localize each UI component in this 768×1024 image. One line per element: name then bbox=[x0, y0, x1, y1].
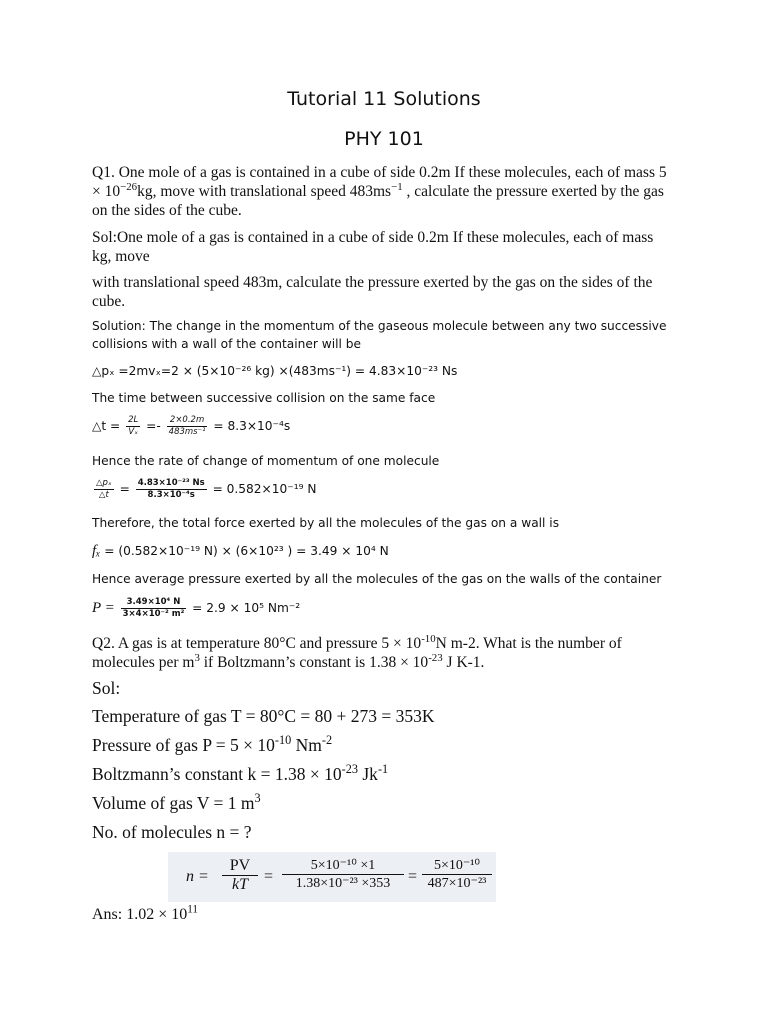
q1-question-line2: × $10^{-26}kg$, move with translational speed $483ms^{-1}$ , calculate the pressure exerted by the gas bbox=[92, 180, 664, 200]
solution-line1: Solution: The change in the momentum of the gaseous molecule between any two successive bbox=[92, 319, 667, 333]
q1-sol-line4: cube. bbox=[92, 293, 126, 310]
q1-sol-line2: kg, move bbox=[92, 248, 150, 265]
q2-molecule-count: No. of molecules n = ? bbox=[92, 822, 252, 842]
q1-sol-line1: Sol:One mole of a gas is contained in a cube of side 0.2m If these molecules, each of mass bbox=[92, 229, 654, 246]
rate-of-change-text: Hence the rate of change of momentum of one molecule bbox=[92, 454, 440, 468]
equation-momentum-change: △pₓ =2mvₓ=2 × (5×10⁻²⁶ kg) ×(483ms⁻¹) = 4.83×10⁻²³ Ns bbox=[92, 364, 458, 378]
equation-force: fₓ = (0.582×10⁻¹⁹ N) × (6×10²³ ) = 3.49 × 10⁴ N bbox=[92, 543, 389, 559]
fraction-2L-over-vx: $\frac{2L}{\text{Vₓ}}$ bbox=[128, 415, 139, 437]
q1-question bbox=[92, 163, 672, 220]
time-between-collisions-text: The time between successive collision on the same face bbox=[92, 391, 436, 405]
q1-sol-intro bbox=[92, 228, 672, 266]
q1-question-line1: Q1. One mole of a gas is contained in a cube of side 0.2m If these molecules, each of mass 5 bbox=[92, 164, 667, 181]
course-code: PHY 101 bbox=[344, 128, 424, 150]
q1-question-line3: on the sides of the cube. bbox=[92, 202, 242, 219]
q1-sol-line3: with translational speed 483m, calculate the pressure exerted by the gas on the sides of the bbox=[92, 274, 653, 291]
page-title: Tutorial 11 Solutions bbox=[287, 88, 481, 110]
fraction-distance-over-speed: $\frac{2\times 0.2m}{\text{483ms⁻¹}}$ bbox=[168, 415, 206, 437]
q2-question bbox=[92, 634, 672, 672]
equation-pressure: P = $\frac{\text{3.49×10⁴ N}}{\text{3×4×10⁻² m²}}$ = 2.9 × 10⁵ Nm⁻² bbox=[92, 597, 301, 619]
q2-question-line1: Q2. A gas is at temperature 80°C and pressure $5 \times 10^{-10}N$ m-2. What is the number of bbox=[92, 632, 622, 652]
q2-answer: Ans: $1.02 \times 10^{11}$ bbox=[92, 903, 199, 923]
q2-question-line2: molecules per $m^3$ if Boltzmann’s constant is $1.38 \times 10^{-23}$ J K-1. bbox=[92, 651, 485, 671]
q1-sol-cont bbox=[92, 273, 672, 311]
q2-sol-label: Sol: bbox=[92, 678, 121, 698]
fraction-force-over-area: $\frac{\text{3.49×10⁴ N}}{\text{3×4×10⁻² m²}}$ bbox=[122, 597, 185, 619]
fraction-pv-over-kt: PV kT bbox=[222, 857, 258, 894]
equation-time: △t = $\frac{2L}{\text{Vₓ}}$ =- $\frac{2\times 0.2m}{\text{483ms⁻¹}}$ = 8.3×10⁻⁴s bbox=[92, 415, 291, 437]
fraction-values: 5×10⁻¹⁰ ×1 1.38×10⁻²³ ×353 bbox=[282, 857, 404, 892]
equation-rate: $\frac{\text{△pₓ}}{\triangle t}$ = $\frac{\text{4.83×10⁻²³ Ns}}{\text{8.3×10⁻⁴s}}$ = 0.582×10⁻¹⁹ N bbox=[96, 478, 317, 500]
q2-temperature: Temperature of gas T = 80°C = 80 + 273 = 353K bbox=[92, 706, 435, 726]
q2-boltzmann: Boltzmann’s constant $k = 1.38 \times 10^{-23}$ $Jk^{-1}$ bbox=[92, 762, 389, 784]
total-force-text: Therefore, the total force exerted by all the molecules of the gas on a wall is bbox=[92, 516, 560, 530]
fraction-dp-over-dt: $\frac{\text{△pₓ}}{\triangle t}$ bbox=[96, 478, 112, 500]
fraction-momentum-over-time: $\frac{\text{4.83×10⁻²³ Ns}}{\text{8.3×10⁻⁴s}}$ bbox=[137, 478, 205, 500]
fraction-simplified: 5×10⁻¹⁰ 487×10⁻²³ bbox=[422, 857, 492, 892]
solution-line2: collisions with a wall of the container will be bbox=[92, 337, 361, 351]
q2-volume: Volume of gas V = 1 $m^3$ bbox=[92, 791, 261, 813]
q2-pressure: Pressure of gas $P = 5 \times 10^{-10}$ $Nm^{-2}$ bbox=[92, 733, 333, 755]
average-pressure-text: Hence average pressure exerted by all the molecules of the gas on the walls of the container bbox=[92, 572, 662, 586]
molecule-count-equation: n = PV kT = 5×10⁻¹⁰ ×1 1.38×10⁻²³ ×353 = 5×10⁻¹⁰ 487×10⁻²³ bbox=[168, 852, 496, 902]
